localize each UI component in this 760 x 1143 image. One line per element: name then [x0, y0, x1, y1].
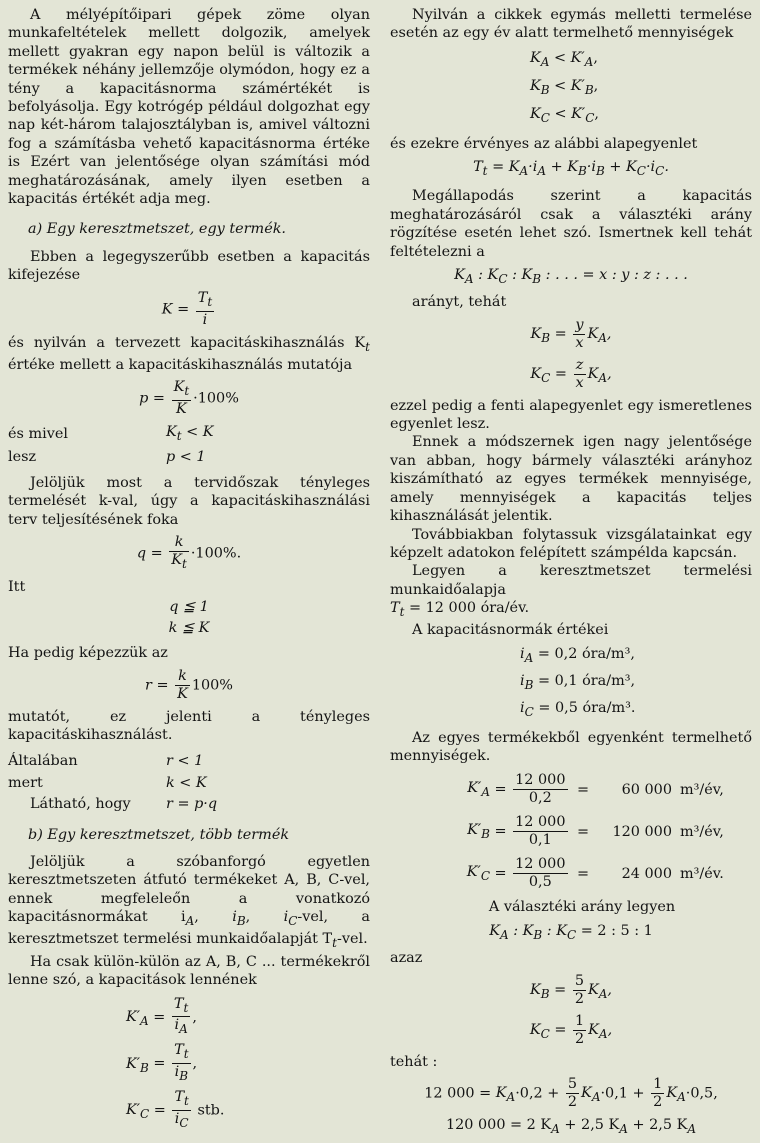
paragraph: Ha csak külön-külön az A, B, C ... termékekről lenne szó, a kapacitások lennének — [8, 953, 370, 989]
paragraph: Továbbiakban folytassuk vizsgálatainkat egy képzelt adatokon felépített számpélda kapcsán. — [390, 526, 752, 561]
quantity-row: $K'_B$ = $\frac{12 000}{0,1}$ = 120 000 m³/év, — [467, 814, 724, 849]
equation-utilization: p = $\frac{K_t}{K}$ ·100% — [139, 379, 239, 418]
intro-paragraph: A mélyépítőipari gépek zöme olyan munkafeltételek mellett dolgozik, amelyek mellett gyakran egy napon belül is változik a termékek néhány jellemzője olymódon, hogy ez a tény a kapacitásnorma számértékét is befolyásolja. Egy kotrógép például dolgozhat egy nap két-három talajosztályban is, amivel változni fog a számításba vehető kapacitásnorma értéke is Ezért van jelentősége olyan számítási mód meghatározásának, amely ilyen esetben a kapacitás értékét adja meg. — [8, 7, 370, 208]
capacity-list — [8, 996, 370, 1132]
paragraph: Ha pedig képezzük az — [8, 645, 168, 662]
paragraph: A választéki arány legyen — [488, 899, 676, 916]
base-equation: $T_t = K_A\cdot i_A + K_B\cdot i_B + K_C\cdot i_C$. — [473, 159, 669, 178]
final-equation: 12 $000 = K_A\cdot 0,2$ + $\frac{5}{2}$ $K_A\cdot 0,1$ + $\frac{1}{2}$ $K_A\cdot 0,5$, — [424, 1075, 718, 1110]
paragraph: mutatót, ez jelenti a tényleges kapacitáskihasználást. — [8, 708, 370, 743]
kb-ratio-equation: $K_B$ = $\frac{5}{2}$ $K_A$, — [530, 972, 612, 1007]
inequality: $K_A < K'_A$, — [530, 49, 598, 69]
paragraph: arányt, tehát — [412, 294, 507, 311]
paragraph: Az egyes termékekből egyenként termelhető mennyiségek. — [390, 729, 752, 765]
norm-value: $i_A = 0,2$ óra/m³, — [520, 645, 635, 665]
capacity-equation: $K'_A$ = $\frac{T_t}{i_A}$ , — [126, 995, 197, 1037]
relation-row: Általában r < 1 — [8, 753, 204, 770]
quantity-table — [390, 772, 752, 891]
right-column — [390, 6, 752, 1143]
capacity-equation: $K'_C$ = $\frac{T_t}{i_C}$ stb. — [126, 1089, 225, 1130]
final-equation-2: 120 000 = 2 $K_A + 2,5$ $K_A + 2,5$ $K_A$ — [445, 1116, 697, 1136]
inequality: $K_B < K'_B$, — [530, 78, 599, 97]
section-a-heading: a) Egy keresztmetszet, egy termék. — [28, 221, 286, 238]
equation-capacity: K = $\frac{T_t}{i}$ — [161, 289, 213, 328]
quantity-row: $K'_C$ = $\frac{12 000}{0,5}$ = 24 000 m³/év. — [466, 856, 724, 891]
norm-value: $i_C = 0,5$ óra/m³. — [520, 700, 636, 720]
paragraph: azaz — [390, 950, 423, 967]
kb-equation: $K_B$ = $\frac{y}{x}$ $K_A$, — [530, 316, 612, 351]
left-column — [8, 6, 370, 1136]
paragraph: Nyilván a cikkek egymás melletti termelése esetén az egy év alatt termelhető mennyiségek — [390, 7, 752, 42]
paragraph: Jelöljük a szóbanforgó egyetlen keresztmetszeten átfutó termékeket A, B, C-vel, ennek megfeleleőn a vonatkozó kapacitásnormákat $i_A$, $i_B$, $i_C$-vel, a keresztmetszet termelési munkaidőalapját $T_t$-vel. — [8, 853, 370, 951]
kc-ratio-equation: $K_C$ = $\frac{1}{2}$ $K_A$, — [529, 1012, 613, 1047]
relation-row: Látható, hogy r = p·q — [30, 796, 218, 813]
inequality-list — [390, 49, 752, 128]
paragraph: tehát : — [390, 1053, 438, 1070]
paragraph: Legyen a keresztmetszet termelési munkaidőalapja — [390, 563, 752, 598]
kc-equation: $K_C$ = $\frac{z}{x}$ $K_A$, — [530, 356, 612, 391]
paragraph: és nyilván a tervezett kapacitáskihasználás $K_t$ értéke mellett a kapacitáskihasználás mutatója — [8, 334, 370, 373]
paragraph: Jelöljük most a tervidőszak tényleges termelését k-val, úgy a kapacitáskihasználási terv teljesítésének foka — [8, 474, 370, 528]
equation-fulfillment: q = $\frac{k}{K_t}$ ·100%. — [136, 534, 242, 571]
relation-row: lesz p < 1 — [8, 449, 206, 466]
paragraph: Ennek a módszernek igen nagy jelentősége van abban, hogy bármely választéki arányhoz kiszámítható az egyes termékek mennyisége, amely mennyiségek a kapacitás teljes kihasználását jelentik. — [390, 434, 752, 525]
section-b-heading: b) Egy keresztmetszet, több termék — [28, 826, 290, 843]
quantity-row: $K'_A$ = $\frac{12 000}{0,2}$ = 60 000 m³/év, — [467, 772, 724, 807]
paragraph: Megállapodás szerint a kapacitás meghatározásáról csak a választéki arány rögzítése esetén lehet szó. Ismertnek kell tehát feltételezni a — [390, 188, 752, 260]
relation-row: és mivel $K_t < K$ — [8, 424, 214, 443]
time-fund: $T_t = 12$ 000 óra/év. — [390, 600, 530, 619]
norm-value: $i_B = 0,1$ óra/m³, — [520, 673, 636, 692]
paragraph: és ezekre érvényes az alábbi alapegyenlet — [390, 135, 698, 152]
ratio-given: $K_A$ : $K_B$ : $K_C = 2$ : 5 : 1 — [489, 922, 653, 942]
ratio-equation: $K_A$ : $K_C$ : $K_B$ : . . . = x : y : z : . . . — [454, 266, 688, 286]
paragraph: Ebben a legegyszerűbb esetben a kapacitás kifejezése — [8, 248, 370, 284]
relation-row: mert k < K — [8, 774, 207, 791]
relation: q ≦ 1 — [169, 599, 209, 616]
capacity-equation: $K'_B$ = $\frac{T_t}{i_B}$ , — [126, 1042, 198, 1084]
paragraph: Itt — [8, 578, 26, 595]
paragraph: A kapacitásnormák értékei — [412, 622, 609, 639]
relation: k ≦ K — [168, 619, 210, 636]
inequality: $K_C < K'_C$, — [530, 106, 599, 126]
norm-list — [390, 645, 752, 722]
paragraph: ezzel pedig a fenti alapegyenlet egy ismeretlenes egyenlet lesz. — [390, 397, 752, 433]
equation-real-utilization: r = $\frac{k}{K}$ 100% — [144, 667, 233, 702]
